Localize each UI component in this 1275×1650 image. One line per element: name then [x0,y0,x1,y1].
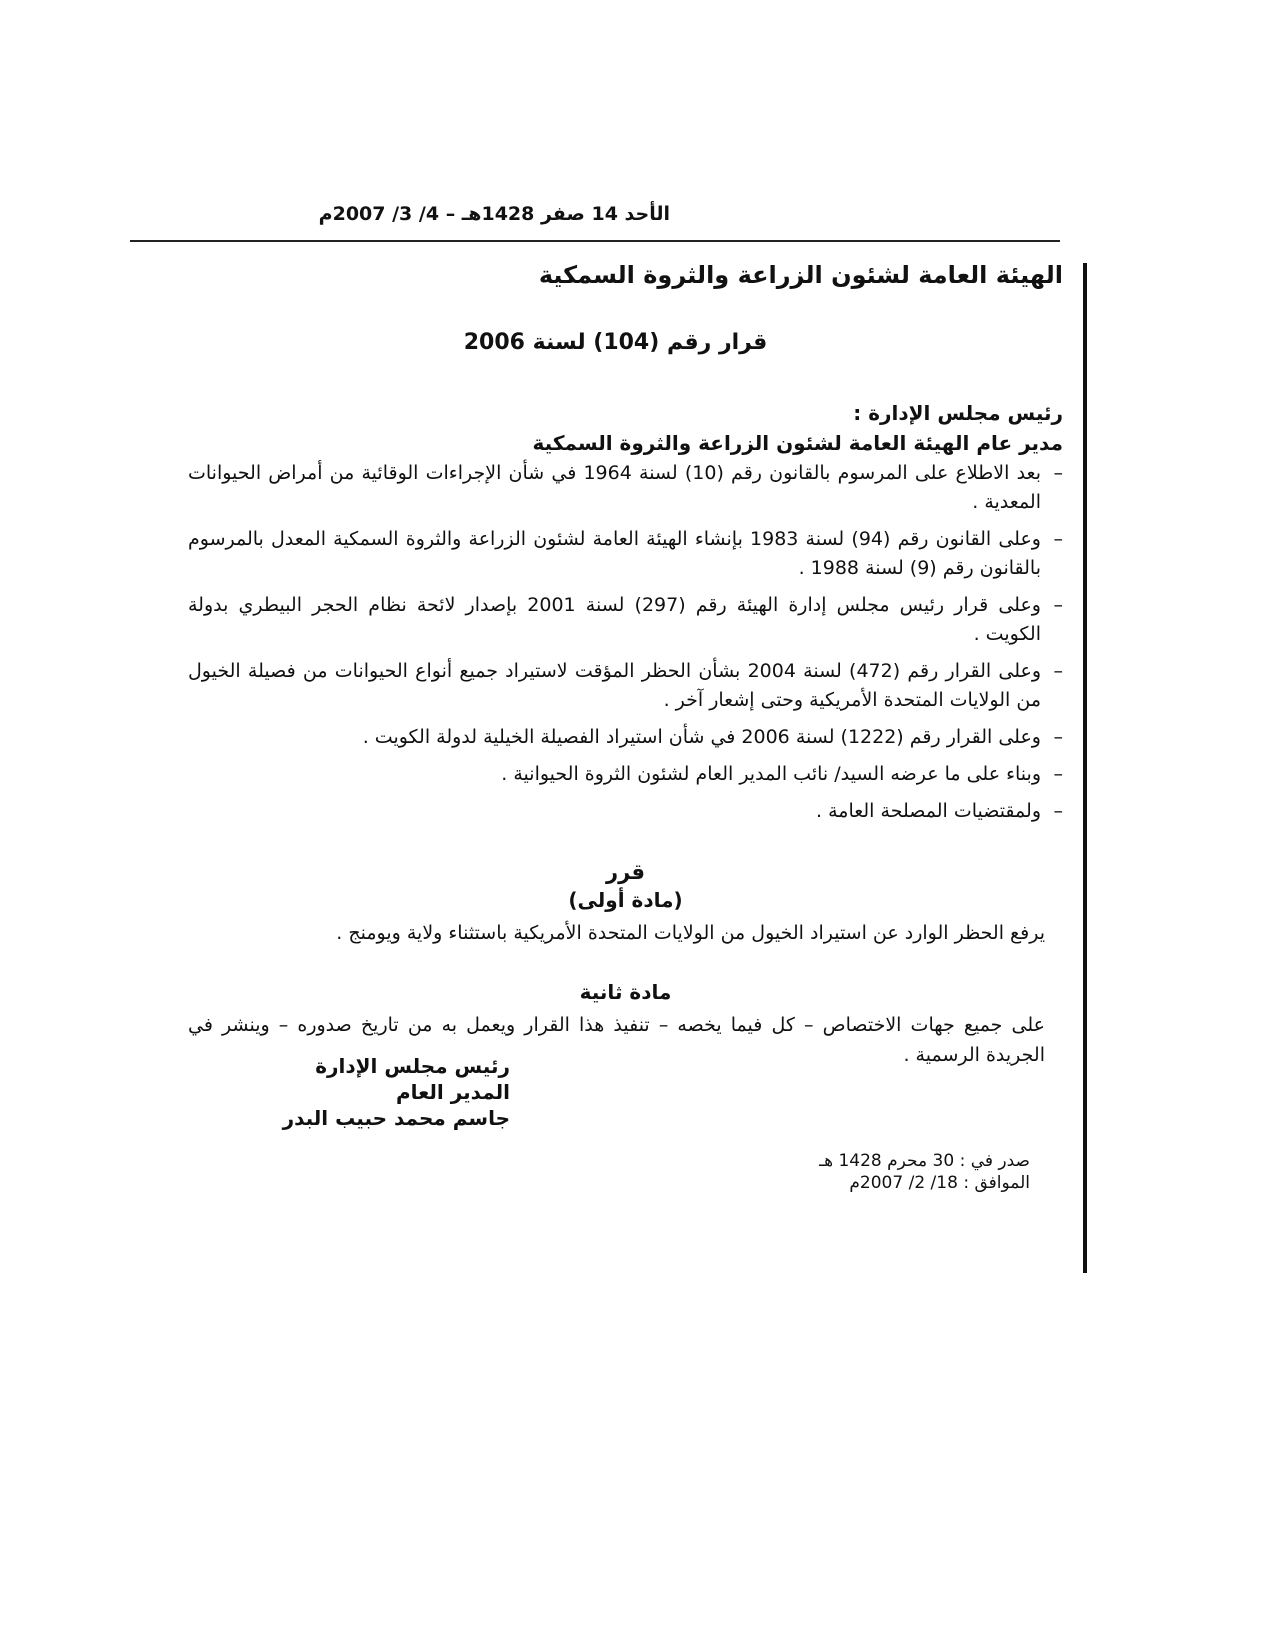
issuer-title: رئيس مجلس الإدارة : [853,401,1063,425]
decides-heading: قرر [606,860,645,884]
issuer-role: مدير عام الهيئة العامة لشئون الزراعة والثروة السمكية [532,431,1063,455]
decision-content [188,255,1063,1070]
recital-item [188,459,1063,517]
recital-text: بعد الاطلاع على المرسوم بالقانون رقم (10) لسنة 1964 في شأن الإجراءات الوقائية من أمراض الحيوانات المعدية . [188,462,1041,513]
article-2-title: مادة ثانية [579,980,672,1004]
recital-item [188,591,1063,649]
recital-text: ولمقتضيات المصلحة العامة . [816,800,1041,822]
recital-item [188,723,1063,752]
recital-text: وعلى قرار رئيس مجلس إدارة الهيئة رقم (297) لسنة 2001 بإصدار لائحة نظام الحجر البيطري بدولة الكويت . [188,594,1041,645]
article-2-body: على جميع جهات الاختصاص – كل فيما يخصه – تنفيذ هذا القرار ويعمل به من تاريخ صدوره – وينشر في الجريدة الرسمية . [188,1014,1045,1066]
column-divider [1083,263,1087,1273]
bullet-dash: – [1053,594,1063,616]
authority-heading: الهيئة العامة لشئون الزراعة والثروة السمكية [538,261,1063,289]
signature-title: رئيس مجلس الإدارة [315,1054,510,1078]
bullet-dash: – [1053,462,1063,484]
decision-title: قرار رقم (104) لسنة 2006 [463,330,768,355]
bullet-dash: – [1053,726,1063,748]
issue-date-block [620,1150,1030,1194]
bullet-dash: – [1053,528,1063,550]
signature-role: المدير العام [395,1080,510,1104]
header-divider [130,240,1060,242]
bullet-dash: – [1053,800,1063,822]
recital-text: وعلى القرار رقم (1222) لسنة 2006 في شأن استيراد الفصيلة الخيلية لدولة الكويت . [362,726,1041,748]
signature-block [190,1053,510,1131]
recital-text: وعلى القرار رقم (472) لسنة 2004 بشأن الحظر المؤقت لاستيراد جميع أنواع الحيوانات من فصيلة الخيول من الولايات المتحدة الأمريكية وحتى إشعار آخر . [188,660,1042,711]
gazette-date-header: الأحد 14 صفر 1428هـ – 4/ 3/ 2007م [318,203,670,225]
recitals-list [188,459,1063,826]
article-1-body: يرفع الحظر الوارد عن استيراد الخيول من الولايات المتحدة الأمريكية باستثناء ولاية ويومنج . [336,922,1045,944]
issue-date-gregorian: الموافق : 18/ 2/ 2007م [849,1173,1030,1193]
recital-item [188,797,1063,826]
recital-item [188,760,1063,789]
bullet-dash: – [1053,660,1063,682]
signatory-name: جاسم محمد حبيب البدر [282,1106,510,1130]
issue-date-hijri: صدر في : 30 محرم 1428 هـ [819,1151,1030,1171]
recital-text: وعلى القانون رقم (94) لسنة 1983 بإنشاء الهيئة العامة لشئون الزراعة والثروة السمكية المعدل بالمرسوم بالقانون رقم (9) لسنة 1988 . [188,528,1041,579]
recital-text: وبناء على ما عرضه السيد/ نائب المدير العام لشئون الثروة الحيوانية . [501,763,1041,785]
bullet-dash: – [1053,763,1063,785]
article-1-title: (مادة أولى) [568,888,683,912]
recital-item [188,525,1063,583]
issuer-block [188,399,1063,457]
recital-item [188,657,1063,715]
